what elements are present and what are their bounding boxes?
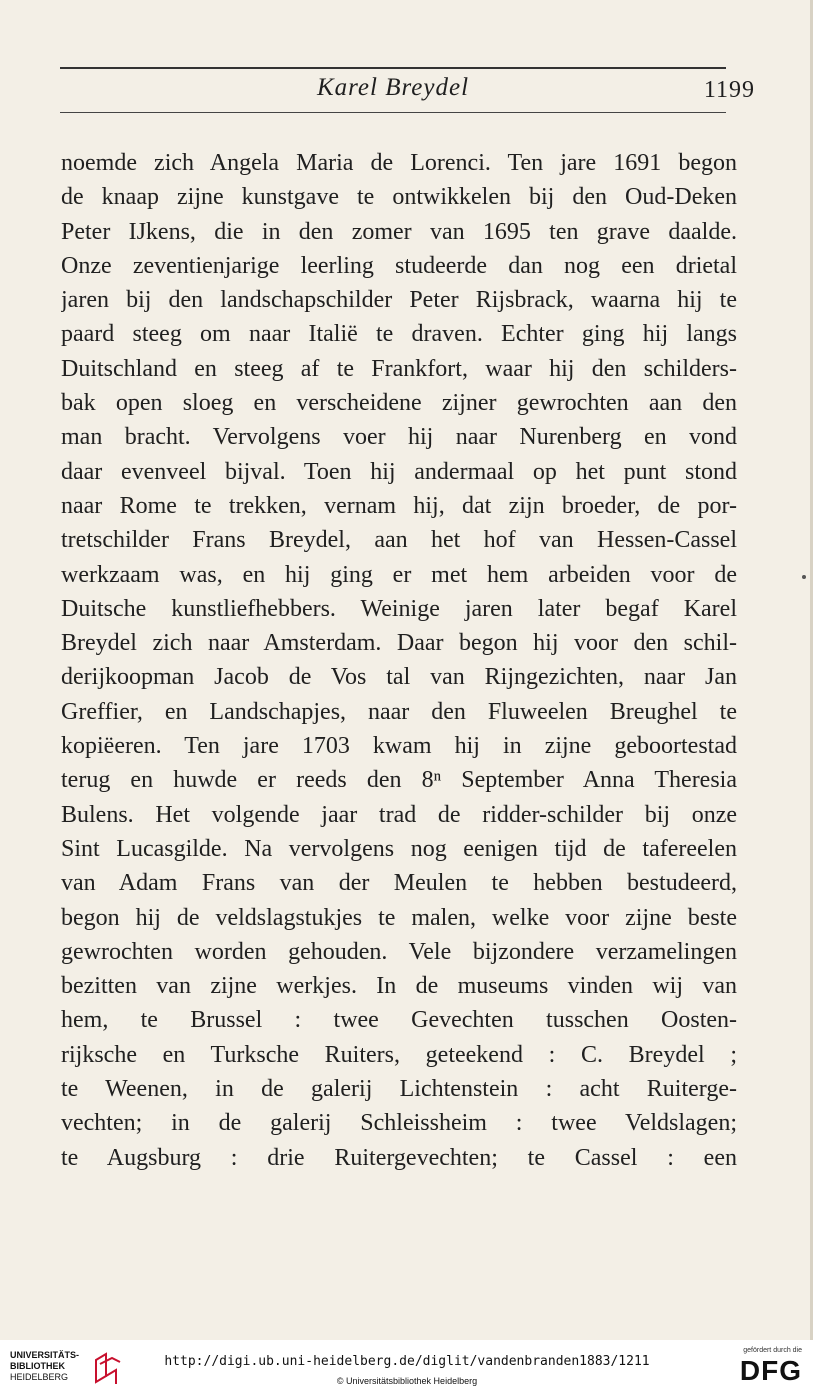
text-line: rijksche en Turksche Ruiters, geteekend : C. Breydel ; (61, 1041, 737, 1068)
running-title: Karel Breydel (316, 74, 470, 101)
text-line: man bracht. Vervolgens voer hij naar Nurenberg en vond (61, 424, 737, 451)
text-line: noemde zich Angela Maria de Lorenci. Ten jare 1691 begon (61, 150, 737, 176)
text-line: naar Rome te trekken, vernam hij, dat zijn broeder, de por- (61, 492, 737, 519)
text-line: kopiëeren. Ten jare 1703 kwam hij in zijne geboortestad (61, 733, 737, 760)
text-line: daar evenveel bijval. Toen hij andermaal op het punt stond (61, 458, 737, 485)
text-line: jaren bij den landschapschilder Peter Rijsbrack, waarna hij te (61, 287, 737, 314)
text-line: terug en huwde er reeds den 8ⁿ September Anna Theresia (61, 767, 737, 794)
text-line: de knaap zijne kunstgave te ontwikkelen bij den Oud-Deken (61, 184, 737, 211)
text-line: Breydel zich naar Amsterdam. Daar begon hij voor den schil- (61, 630, 737, 657)
text-line: paard steeg om naar Italië te draven. Echter ging hij langs (61, 321, 737, 348)
text-line: begon hij de veldslagstukjes te malen, welke voor zijne beste (61, 904, 737, 931)
text-line: werkzaam was, en hij ging er met hem arbeiden voor de (61, 561, 737, 588)
header-rule-bottom (60, 112, 726, 113)
text-line: bak open sloeg en verscheidene zijner gewrochten aan den (61, 390, 737, 417)
library-name-line1: UNIVERSITÄTS- (10, 1350, 80, 1360)
dfg-wordmark: DFG (739, 1355, 802, 1386)
text-line: Peter IJkens, die in den zomer van 1695 ten grave daalde. (61, 218, 737, 245)
text-line: bezitten van zijne werkjes. In de museums vinden wij van (61, 973, 737, 1000)
library-name-line3: HEIDELBERG (10, 1372, 69, 1382)
text-line: Onze zeventienjarige leerling studeerde dan nog een drietal (61, 252, 737, 279)
text-line: hem, te Brussel : twee Gevechten tusschen Oosten- (61, 1007, 737, 1034)
body-text (61, 146, 737, 1175)
funded-by-label: gefördert durch die (743, 1347, 802, 1354)
permalink-url[interactable]: http://digi.ub.uni-heidelberg.de/diglit/vandenbranden1883/1211 (164, 1354, 650, 1369)
text-line: Duitsche kunstliefhebbers. Weinige jaren later begaf Karel (61, 595, 737, 622)
footer-bar (0, 1340, 814, 1397)
dfg-logo[interactable] (712, 1346, 802, 1387)
copyright-notice: © Universitätsbibliothek Heidelberg (336, 1376, 478, 1386)
text-line: van Adam Frans van der Meulen te hebben bestudeerd, (61, 870, 737, 897)
text-line: derijkoopman Jacob de Vos tal van Rijngezichten, naar Jan (61, 664, 737, 691)
header-rule-top (60, 67, 726, 69)
paper-speck (802, 575, 806, 579)
text-line: vechten; in de galerij Schleissheim : twee Veldslagen; (61, 1110, 737, 1137)
text-line: Sint Lucasgilde. Na vervolgens nog eenigen tijd de tafereelen (61, 835, 737, 862)
text-line: Bulens. Het volgende jaar trad de ridder-schilder bij onze (61, 801, 737, 828)
text-line: te Weenen, in de galerij Lichtenstein : acht Ruiterge- (61, 1076, 737, 1103)
text-line: tretschilder Frans Breydel, aan het hof van Hessen-Cassel (61, 527, 737, 554)
page-number: 1199 (703, 77, 755, 103)
text-line: te Augsburg : drie Ruitergevechten; te Cassel : een (61, 1144, 737, 1171)
text-line: Duitschland en steeg af te Frankfort, waar hij den schilders- (61, 355, 737, 382)
library-name-line2: BIBLIOTHEK (10, 1361, 65, 1371)
text-line: Greffier, en Landschapjes, naar den Fluweelen Breughel te (61, 698, 737, 725)
text-line: gewrochten worden gehouden. Vele bijzondere verzamelingen (61, 938, 737, 965)
